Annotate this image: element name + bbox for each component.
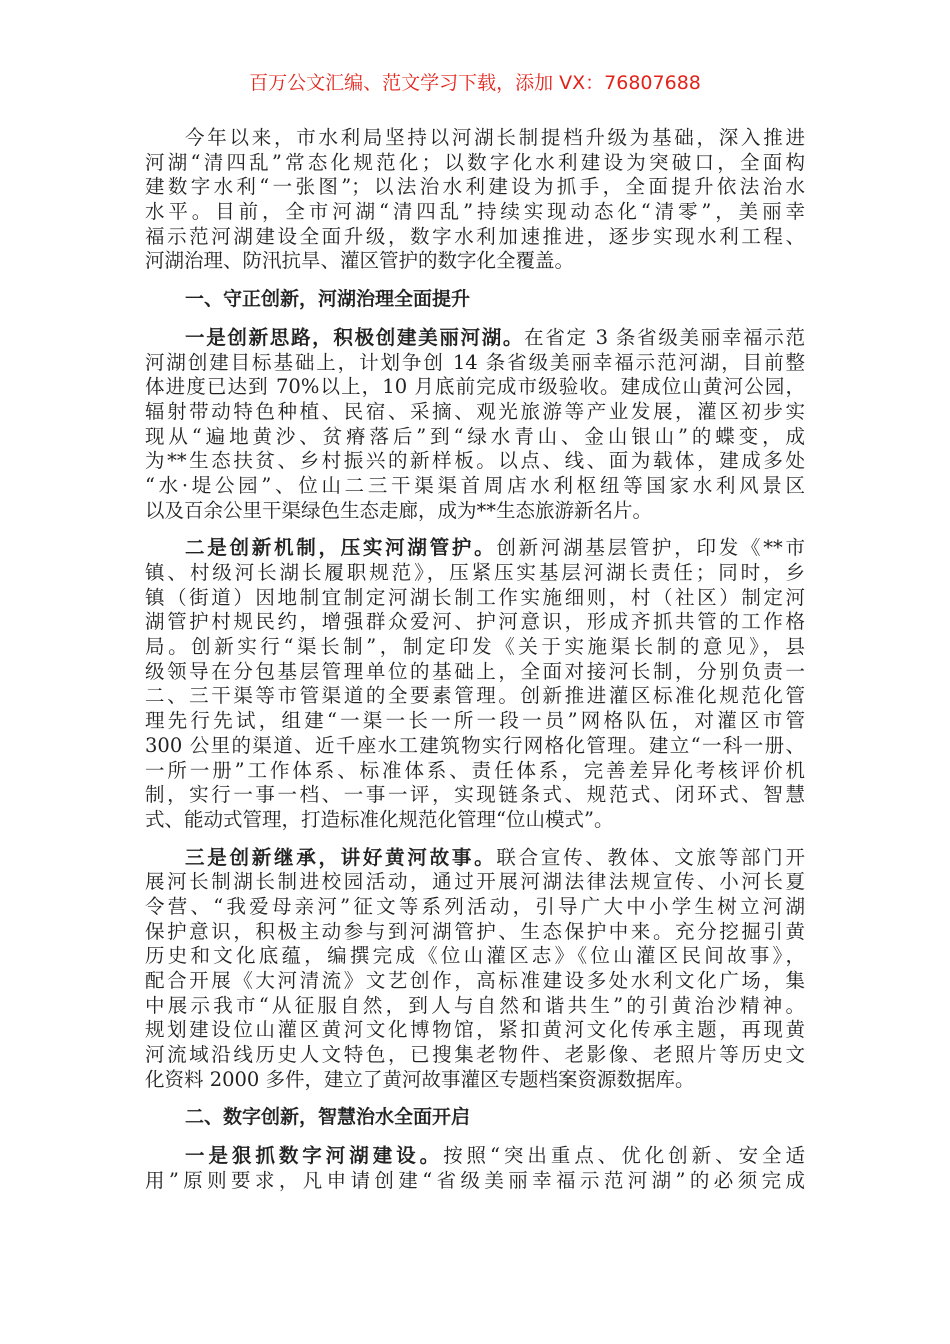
text-line (145, 151, 805, 176)
text-line (145, 709, 805, 734)
text-line (145, 846, 805, 871)
text-line (145, 895, 805, 920)
text-line (145, 808, 805, 833)
line-text: 水平。目前，全市河湖“清四乱”持续实现动态化“清零”，美丽幸 (145, 200, 805, 224)
line-text: 局。创新实行“渠长制”，制定印发《关于实施渠长制的意见》，县 (145, 635, 805, 659)
line-text: 河湖创建目标基础上，计划争创 14 条省级美丽幸福示范河湖，目前整 (145, 350, 805, 374)
text-line (145, 1068, 805, 1093)
download-banner: 百万公文汇编、范文学习下载，添加 VX：76807688 (249, 72, 701, 94)
line-text: 理先行先试，组建“一渠一长一所一段一员”网格队伍，对灌区市管 (145, 709, 805, 733)
line-text: 今年以来，市水利局坚持以河湖长制提档升级为基础，深入推进 (185, 126, 805, 149)
text-line (145, 449, 805, 474)
section-heading (145, 287, 805, 312)
line-text: 化资料 2000 多件，建立了黄河故事灌区专题档案资源数据库。 (145, 1067, 695, 1091)
line-text: 一所一册”工作体系、标准体系、责任体系，完善差异化考核评价机 (145, 758, 805, 782)
text-line (145, 994, 805, 1019)
line-text: 河湖治理、防汛抗旱、灌区管护的数字化全覆盖。 (145, 249, 575, 273)
text-line (145, 536, 805, 561)
line-text: 在省定 3 条省级美丽幸福示范 (524, 325, 805, 349)
line-text: 一、守正创新，河湖治理全面提升 (185, 288, 471, 311)
line-text: 式、能动式管理，打造标准化规范化管理“位山模式”。 (145, 807, 614, 831)
paragraph-lead: 一是创新思路，积极创建美丽河湖。 (185, 325, 525, 349)
paragraph-lead: 三是创新继承，讲好黄河故事。 (185, 845, 497, 869)
line-text: 创新河湖基层管护，印发《**市 (496, 536, 805, 560)
text-line (145, 734, 805, 759)
text-line (145, 1018, 805, 1043)
line-text: 保护意识，积极主动参与到河湖管护、生态保护中来。充分挖掘引黄 (145, 919, 805, 943)
line-text: 以及百余公里干渠绿色生态走廊，成为**生态旅游新名片。 (145, 498, 653, 522)
text-line (145, 635, 805, 660)
text-line (145, 326, 805, 351)
line-text: 建数字水利“一张图”；以法治水利建设为抓手，全面提升依法治水 (145, 175, 805, 199)
text-line (145, 561, 805, 586)
text-line (145, 870, 805, 895)
line-text: 中展示我市“从征服自然，到人与自然和谐共生”的引黄治沙精神。 (145, 993, 805, 1017)
line-text: 镇、村级河长湖长履职规范》，压紧压实基层河湖长责任；同时，乡 (145, 561, 805, 584)
paragraph (145, 326, 805, 524)
text-line (145, 400, 805, 425)
paragraph (145, 536, 805, 832)
line-text: 配合开展《大河清流》文艺创作，高标准建设多处水利文化广场，集 (145, 969, 805, 992)
text-line (145, 499, 805, 524)
paragraph-lead: 一是狠抓数字河湖建设。 (185, 1144, 444, 1168)
paragraph (145, 126, 805, 274)
text-line (145, 200, 805, 225)
text-line (145, 126, 805, 151)
line-text: 展河长制湖长制进校园活动，通过开展河湖法律法规宣传、小河长夏 (145, 870, 805, 894)
line-text: 级领导在分包基层管理单位的基础上，全面对接河长制，分别负责一 (145, 659, 805, 683)
line-text: 联合宣传、教体、文旅等部门开 (496, 845, 805, 869)
text-line (145, 425, 805, 450)
text-line (145, 920, 805, 945)
text-line (145, 287, 805, 312)
text-line (145, 1144, 805, 1169)
line-text: 河流域沿线历史人文特色，已搜集老物件、老影像、老照片等历史文 (145, 1043, 805, 1067)
text-line (145, 1043, 805, 1068)
text-line (145, 1105, 805, 1130)
line-text: “水·堤公园”、位山二三干渠渠首周店水利枢纽等国家水利风景区 (145, 473, 805, 497)
line-text: 现从“遍地黄沙、贫瘠落后”到“绿水青山、金山银山”的蝶变，成 (145, 424, 805, 448)
line-text: 300 公里的渠道、近千座水工建筑物实行网格化管理。建立“一科一册、 (145, 733, 805, 757)
line-text: 为**生态扶贫、乡村振兴的新样板。以点、线、面为载体，建成多处 (145, 449, 805, 473)
line-text: 历史和文化底蕴，编撰完成《位山灌区志》《位山灌区民间故事》， (145, 944, 805, 968)
paragraph (145, 846, 805, 1093)
paragraph-lead: 二是创新机制，压实河湖管护。 (185, 536, 497, 560)
line-text: 用”原则要求，凡申请创建“省级美丽幸福示范河湖”的必须完成 (145, 1168, 805, 1192)
section-heading (145, 1105, 805, 1130)
line-text: 辐射带动特色种植、民宿、采摘、观光旅游等产业发展，灌区初步实 (145, 399, 805, 423)
line-text: 镇（街道）因地制宜制定河湖长制工作实施细则，村（社区）制定河 (145, 585, 805, 609)
line-text: 令营、“我爱母亲河”征文等系列活动，引导广大中小学生树立河湖 (145, 894, 805, 918)
text-line (145, 586, 805, 611)
line-text: 制，实行一事一档、一事一评，实现链条式、规范式、闭环式、智慧 (145, 783, 805, 807)
text-line (145, 225, 805, 250)
text-line (145, 944, 805, 969)
text-line (145, 610, 805, 635)
text-line (145, 969, 805, 994)
line-text: 二、数字创新，智慧治水全面开启 (185, 1106, 471, 1129)
paragraph (145, 1144, 805, 1193)
line-text: 体进度已达到 70%以上，10 月底前完成市级验收。建成位山黄河公园， (145, 375, 805, 399)
line-text: 二、三干渠等市管渠道的全要素管理。创新推进灌区标准化规范化管 (145, 684, 805, 708)
line-text: 湖管护村规民约，增强群众爱河、护河意识，形成齐抓共管的工作格 (145, 610, 805, 634)
line-text: 河湖“清四乱”常态化规范化；以数字化水利建设为突破口，全面构 (145, 150, 805, 174)
text-line (145, 474, 805, 499)
text-line (145, 375, 805, 400)
line-text: 按照“突出重点、优化创新、安全适 (443, 1144, 805, 1168)
document-body (145, 126, 805, 1207)
text-line (145, 684, 805, 709)
text-line (145, 175, 805, 200)
text-line (145, 660, 805, 685)
text-line (145, 1169, 805, 1194)
text-line (145, 759, 805, 784)
line-text: 规划建设位山灌区黄河文化博物馆，紧扣黄河文化传承主题，再现黄 (145, 1018, 805, 1042)
text-line (145, 351, 805, 376)
text-line (145, 249, 805, 274)
line-text: 福示范河湖建设全面升级，数字水利加速推进，逐步实现水利工程、 (145, 224, 805, 248)
text-line (145, 783, 805, 808)
